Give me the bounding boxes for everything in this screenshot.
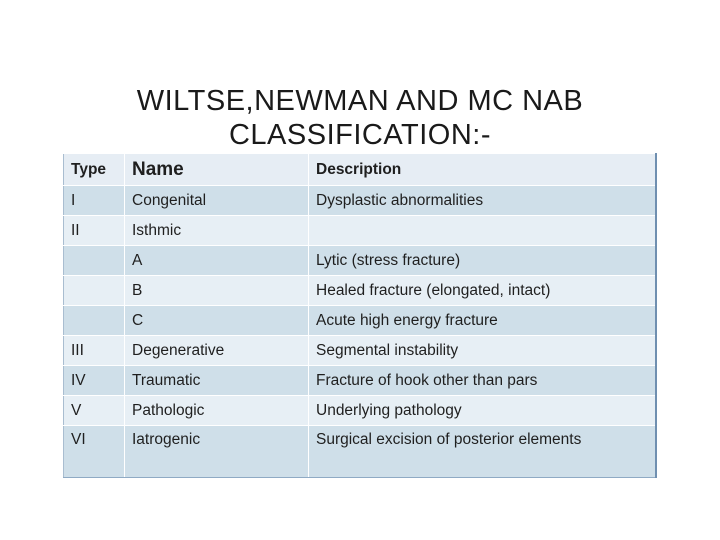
table-row [64,246,656,276]
title-line-2: CLASSIFICATION:- [228,119,492,151]
title-line-1: WILTSE,NEWMAN AND MC NAB [136,85,584,117]
cell-description: Fracture of hook other than pars [309,366,656,396]
cell-description: Surgical excision of posterior elements [309,426,656,478]
cell-description: Lytic (stress fracture) [309,246,656,276]
cell-name: Traumatic [125,366,309,396]
table-row [64,336,656,366]
header-description: Description [309,154,656,186]
cell-name: Iatrogenic [125,426,309,478]
cell-name: Congenital [125,186,309,216]
table-row [64,306,656,336]
cell-name: C [125,306,309,336]
table-row [64,426,656,478]
cell-description: Dysplastic abnormalities [309,186,656,216]
cell-description [309,216,656,246]
cell-name: A [125,246,309,276]
cell-type: I [64,186,125,216]
table-row [64,276,656,306]
cell-name: Pathologic [125,396,309,426]
table-row [64,396,656,426]
cell-name: Isthmic [125,216,309,246]
cell-name: B [125,276,309,306]
cell-type: IV [64,366,125,396]
cell-description: Healed fracture (elongated, intact) [309,276,656,306]
cell-type [64,306,125,336]
header-type: Type [64,154,125,186]
table-row [64,186,656,216]
cell-description: Segmental instability [309,336,656,366]
table-row [64,216,656,246]
cell-type [64,246,125,276]
classification-table [63,153,657,478]
header-name: Name [125,154,309,186]
cell-type: III [64,336,125,366]
cell-type [64,276,125,306]
table-header-row [64,154,656,186]
cell-description: Underlying pathology [309,396,656,426]
cell-type: II [64,216,125,246]
slide-title [0,84,720,152]
cell-type: VI [64,426,125,478]
cell-type: V [64,396,125,426]
table-row [64,366,656,396]
cell-name: Degenerative [125,336,309,366]
cell-description: Acute high energy fracture [309,306,656,336]
